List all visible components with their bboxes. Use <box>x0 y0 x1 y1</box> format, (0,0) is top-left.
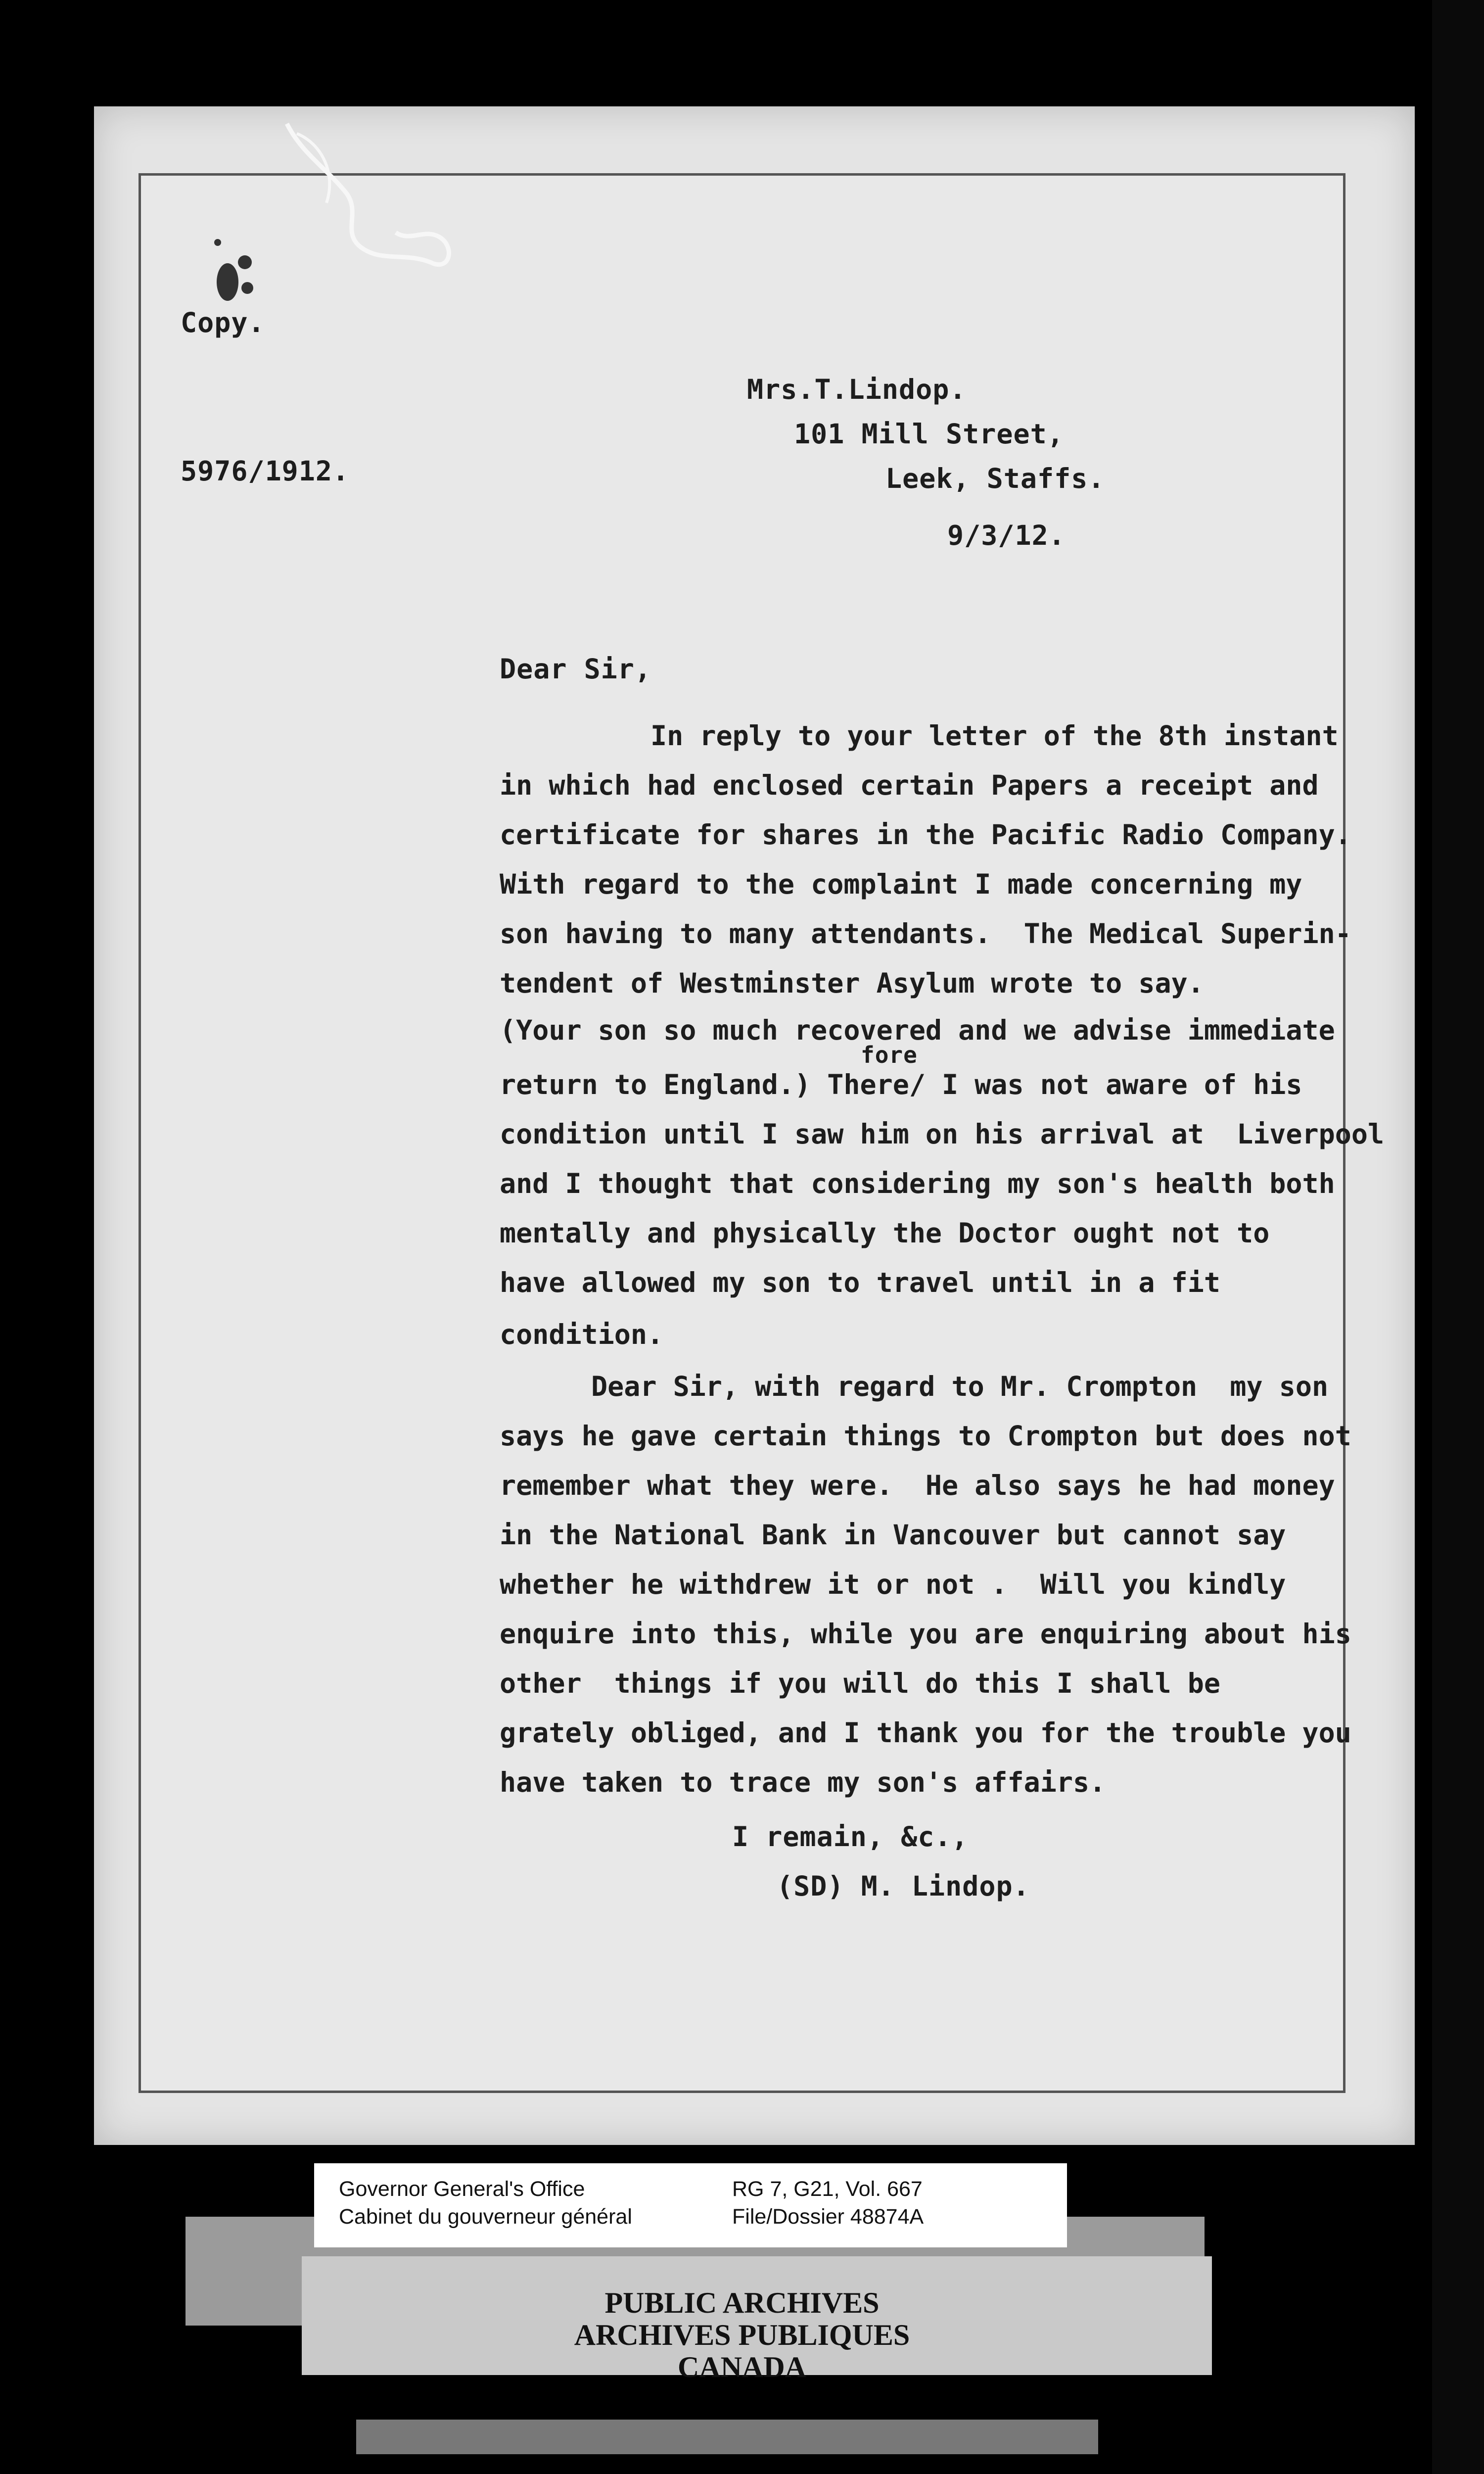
body-line: other things if you will do this I shall be <box>500 1667 1220 1699</box>
archive-stamp-line1: PUBLIC ARCHIVES <box>604 2286 880 2319</box>
body-line: whether he withdrew it or not . Will you kindly <box>500 1569 1286 1600</box>
body-line: certificate for shares in the Pacific Radio Company. <box>500 819 1351 851</box>
body-line: enquire into this, while you are enquiring about his <box>500 1618 1351 1650</box>
signature: (SD) M. Lindop. <box>777 1870 1030 1902</box>
body-line: condition until I saw him on his arrival at Liverpool <box>500 1118 1385 1150</box>
body-line: says he gave certain things to Crompton but does not <box>500 1420 1351 1452</box>
film-smudge <box>356 2420 1098 2454</box>
insertion-text: fore <box>861 1042 918 1068</box>
office-fr: Cabinet du gouverneur général <box>339 2205 632 2229</box>
body-line: have taken to trace my son's affairs. <box>500 1766 1106 1798</box>
body-line: condition. <box>500 1319 664 1350</box>
copy-label: Copy. <box>181 307 265 338</box>
file-number: 5976/1912. <box>181 455 350 487</box>
body-line: have allowed my son to travel until in a fit <box>500 1267 1220 1298</box>
body-line: In reply to your letter of the 8th instant <box>650 720 1339 752</box>
letter-date: 9/3/12. <box>947 520 1066 551</box>
sender-street: 101 Mill Street, <box>794 418 1064 450</box>
body-line: son having to many attendants. The Medical Superin- <box>500 918 1351 950</box>
archive-reference-label <box>314 2163 1067 2247</box>
body-line: mentally and physically the Doctor ought not to <box>500 1217 1270 1249</box>
body-line: and I thought that considering my son's health both <box>500 1168 1335 1199</box>
sender-name: Mrs.T.Lindop. <box>747 374 967 405</box>
film-edge <box>1432 0 1484 2474</box>
archive-file-number: File/Dossier 48874A <box>732 2205 924 2229</box>
closing: I remain, &c., <box>732 1821 969 1853</box>
sender-town: Leek, Staffs. <box>885 463 1105 494</box>
body-line: tendent of Westminster Asylum wrote to say. <box>500 967 1204 999</box>
body-line: remember what they were. He also says he had money <box>500 1470 1335 1501</box>
salutation: Dear Sir, <box>500 653 652 685</box>
body-line: return to England.) There/ I was not aware of his <box>500 1069 1302 1100</box>
ink-blot <box>198 233 267 317</box>
archive-stamp-line2: ARCHIVES PUBLIQUES <box>574 2319 910 2351</box>
body-line: in the National Bank in Vancouver but cannot say <box>500 1519 1286 1551</box>
body-line: Dear Sir, with regard to Mr. Crompton my son <box>591 1371 1329 1402</box>
body-line: grately obliged, and I thank you for the trouble you <box>500 1717 1351 1749</box>
archive-stamp-line3: CANADA <box>678 2351 806 2383</box>
archive-reference: RG 7, G21, Vol. 667 <box>732 2177 923 2201</box>
body-line: in which had enclosed certain Papers a receipt and <box>500 769 1319 801</box>
office-en: Governor General's Office <box>339 2177 585 2201</box>
body-line: (Your son so much recovered and we advise immediate <box>500 1014 1335 1046</box>
body-line: With regard to the complaint I made concerning my <box>500 868 1302 900</box>
string-mark <box>267 114 475 287</box>
